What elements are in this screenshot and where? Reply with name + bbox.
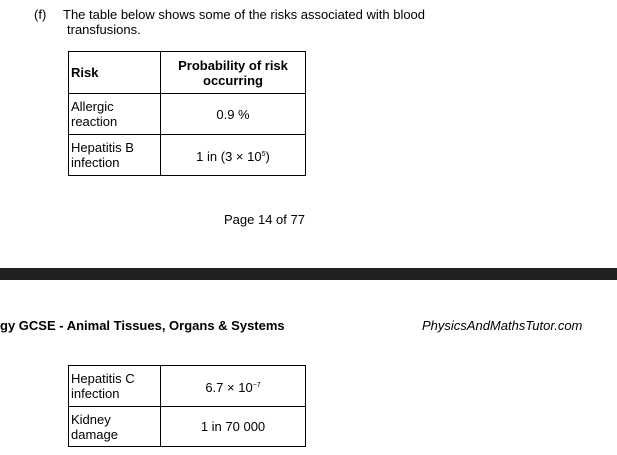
risk-table <box>68 51 306 176</box>
probability-value: 0.9 % <box>216 106 250 122</box>
risk-cell <box>69 366 161 407</box>
probability-cell <box>161 135 306 176</box>
risk-line2: damage <box>71 426 118 442</box>
risk-table-continued <box>68 365 306 447</box>
table-row <box>69 366 306 407</box>
risk-cell <box>69 94 161 135</box>
table-row <box>69 135 306 176</box>
header-probability <box>161 52 306 94</box>
probability-exponent: −7 <box>252 381 261 389</box>
header-probability-line2: occurring <box>203 72 263 88</box>
question-text-line2: transfusions. <box>67 22 141 37</box>
table-header-row <box>69 52 306 94</box>
page-break-bar <box>0 268 617 280</box>
probability-cell <box>161 94 306 135</box>
question-number: (f) <box>34 7 47 22</box>
table-row <box>69 94 306 135</box>
probability-cell <box>161 366 306 407</box>
question-text-line1: The table below shows some of the risks associated with blood <box>63 7 426 22</box>
running-header-title: gy GCSE - Animal Tissues, Organs & Systems <box>0 318 285 333</box>
page-number: Page 14 of 77 <box>224 212 305 227</box>
running-header-site: PhysicsAndMathsTutor.com <box>422 318 583 333</box>
risk-line1: Hepatitis B <box>71 140 134 155</box>
probability-cell <box>161 407 306 447</box>
risk-line2: infection <box>71 155 120 170</box>
risk-line1: Allergic <box>71 99 114 114</box>
risk-cell <box>69 407 161 447</box>
risk-cell <box>69 135 161 176</box>
probability-value: 6.7 × 10 <box>205 379 253 395</box>
header-probability-line1: Probability of risk <box>178 57 288 73</box>
table-row <box>69 407 306 447</box>
risk-line1: Hepatitis C <box>71 371 135 386</box>
probability-value: 1 in 70 000 <box>200 419 266 434</box>
question-text <box>63 7 463 37</box>
probability-exponent: 5 <box>261 150 266 158</box>
header-risk: Risk <box>69 52 161 94</box>
risk-line2: reaction <box>71 114 118 129</box>
probability-tail: ) <box>265 148 270 164</box>
risk-line1: Kidney <box>71 411 111 427</box>
probability-value: 1 in (3 × 10 <box>196 148 262 164</box>
risk-line2: infection <box>71 386 120 401</box>
